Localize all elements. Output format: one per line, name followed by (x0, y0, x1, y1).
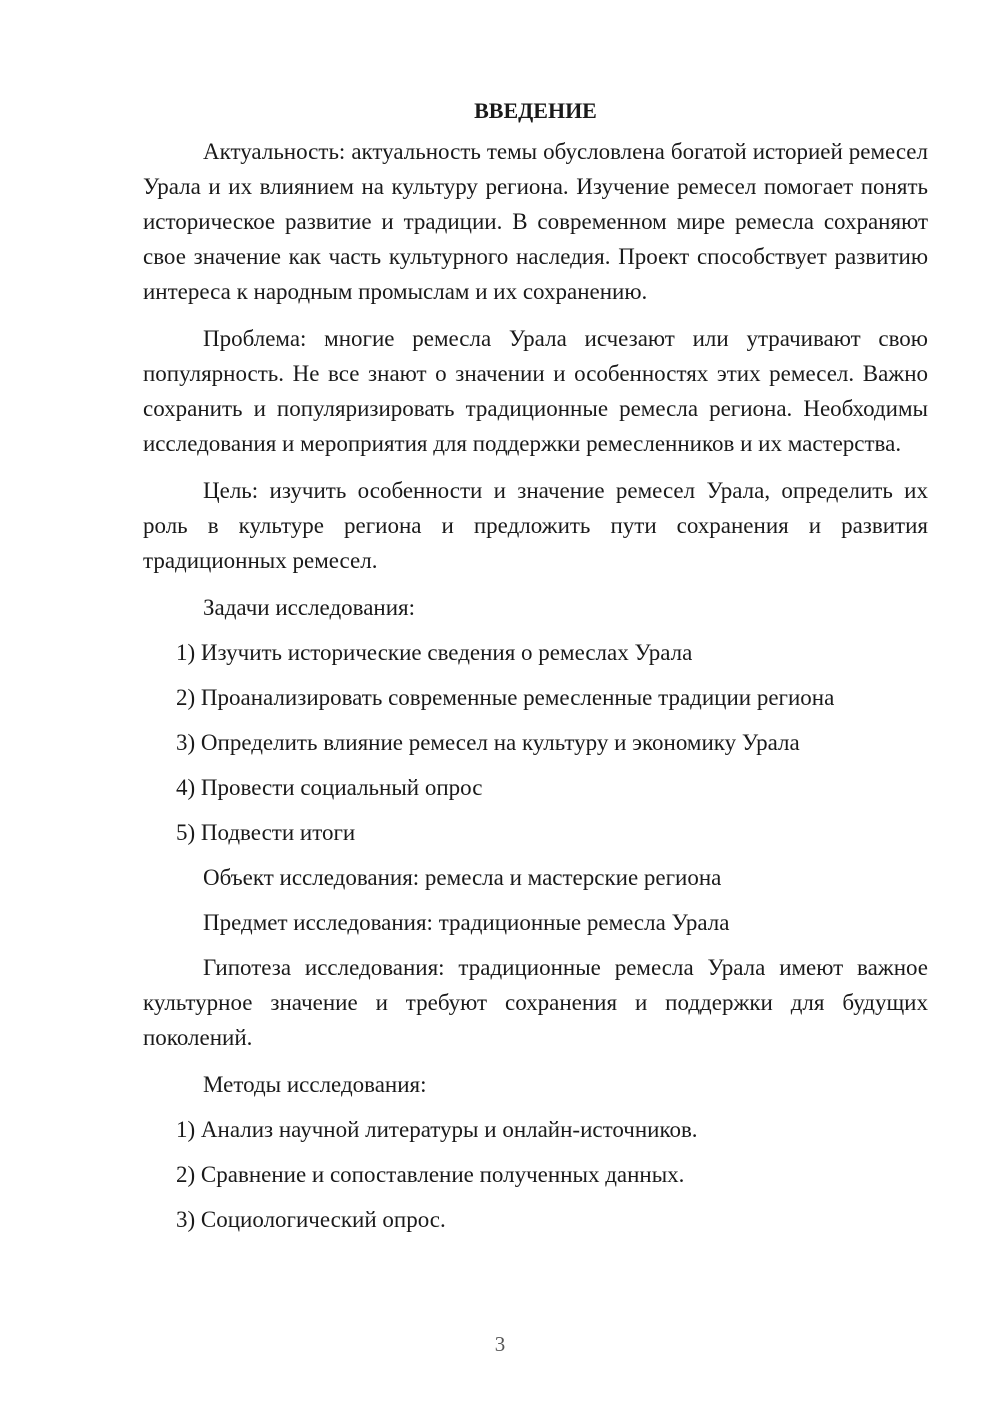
problem-paragraph: Проблема: многие ремесла Урала исчезают или утрачивают свою популярность. Не все знают о значении и особенностях этих ремесел. Важно сохранить и популяризировать традиционные ремесла региона. Необходимы исследования и мероприятия для поддержки ремесленников и их мастерства. (143, 326, 928, 456)
subject-line: Предмет исследования: традиционные ремесла Урала (203, 910, 730, 935)
object-line: Объект исследования: ремесла и мастерские региона (203, 865, 722, 890)
hypothesis-paragraph: Гипотеза исследования: традиционные ремесла Урала имеют важное культурное значение и требуют сохранения и поддержки для будущих поколений. (143, 955, 928, 1050)
method-item: 2) Сравнение и сопоставление полученных данных. (176, 1162, 685, 1187)
methods-list (143, 1112, 928, 1237)
task-item: 2) Проанализировать современные ремесленные традиции региона (176, 685, 835, 710)
tasks-title: Задачи исследования: (203, 595, 416, 620)
task-item: 3) Определить влияние ремесел на культуру и экономику Урала (176, 730, 800, 755)
task-item: 1) Изучить исторические сведения о ремеслах Урала (176, 640, 693, 665)
tasks-list (143, 635, 928, 850)
task-item: 5) Подвести итоги (176, 820, 356, 845)
page-content (143, 96, 928, 1247)
goal-paragraph: Цель: изучить особенности и значение ремесел Урала, определить их роль в культуре региона и предложить пути сохранения и развития традиционных ремесел. (143, 478, 928, 573)
section-heading: ВВЕДЕНИЕ (474, 98, 597, 123)
page-number: 3 (494, 1332, 506, 1356)
relevance-paragraph: Актуальность: актуальность темы обусловлена богатой историей ремесел Урала и их влиянием на культуру региона. Изучение ремесел помогает понять историческое развитие и традиции. В современном мире ремесла сохраняют свое значение как часть культурного наследия. Проект способствует развитию интереса к народным промыслам и их сохранению. (143, 139, 928, 304)
task-item: 4) Провести социальный опрос (176, 775, 483, 800)
methods-title: Методы исследования: (203, 1072, 427, 1097)
method-item: 1) Анализ научной литературы и онлайн-источников. (176, 1117, 698, 1142)
method-item: 3) Социологический опрос. (176, 1207, 446, 1232)
